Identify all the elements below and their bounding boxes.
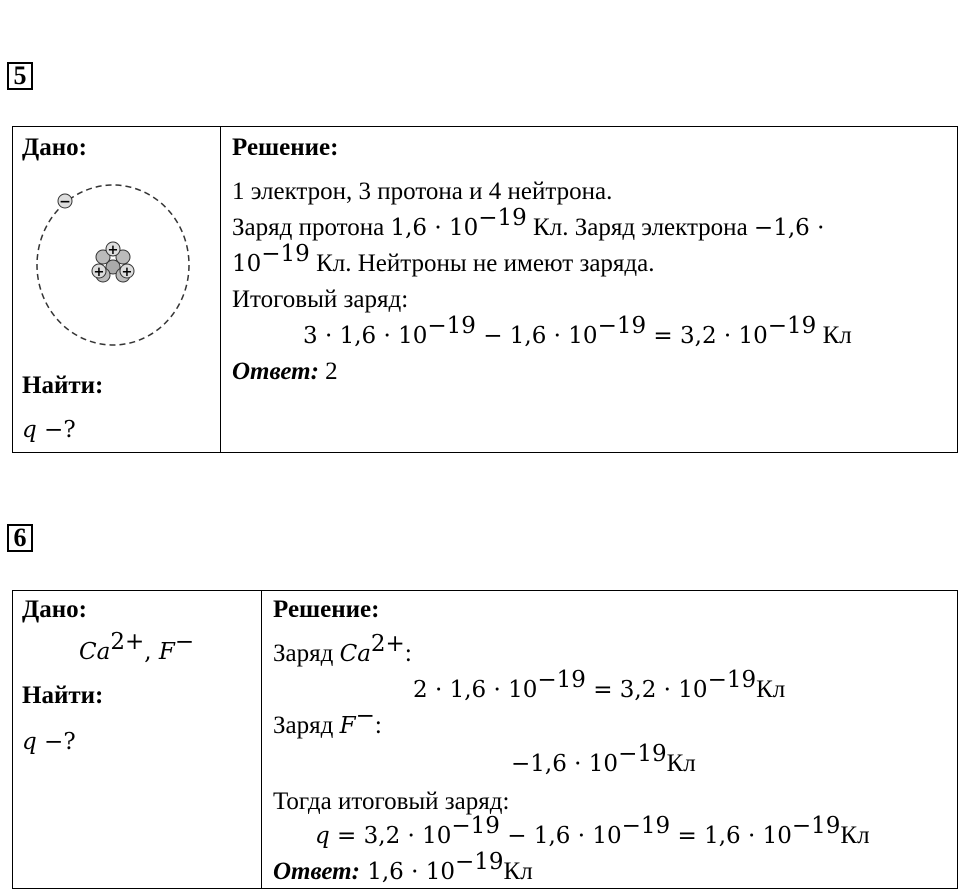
total-formula: $q = 3,2 \cdot 10^{-19} - 1,6 \cdot 10^{-19} = 1,6 \cdot 10^{-19}Кл$ xyxy=(315,813,870,849)
electron-sign: − xyxy=(59,194,71,210)
problem-6-table xyxy=(12,590,958,889)
given-ions: $Ca^{2+}$, F− xyxy=(79,629,195,665)
solution-line-2: Заряд протона $1,6 \cdot 10^{-19}$ Кл. Заряд электрона −1,6 · xyxy=(232,205,825,241)
find-question: q −? xyxy=(22,729,76,755)
column-divider xyxy=(220,127,221,452)
charge-ca-label: Заряд $Ca^{2+}$: xyxy=(273,631,412,667)
solution-line-4: Итоговый заряд: xyxy=(232,286,409,313)
problem-5-number: 5 xyxy=(7,62,33,90)
atom-diagram xyxy=(33,175,193,347)
solution-label: Решение: xyxy=(232,134,339,161)
proton-sign: + xyxy=(93,265,105,280)
find-label: Найти: xyxy=(22,372,104,399)
answer-line: Ответ: $1,6 \cdot 10^{-19}Кл$ xyxy=(273,849,533,885)
given-label: Дано: xyxy=(22,134,87,161)
solution-label: Решение: xyxy=(273,596,380,623)
column-divider xyxy=(261,591,262,888)
charge-f-label: Заряд F−: xyxy=(273,703,382,739)
proton-sign: + xyxy=(121,265,133,280)
solution-line-1: 1 электрон, 3 протона и 4 нейтрона. xyxy=(232,178,613,205)
total-label: Тогда итоговый заряд: xyxy=(273,788,510,815)
find-question: q −? xyxy=(22,417,76,443)
solution-formula: $3 \cdot 1,6 \cdot 10^{-19} - 1,6 \cdot 10^{-19} = 3,2 \cdot 10^{-19}$ Кл xyxy=(303,313,852,349)
charge-ca-formula: $2 \cdot 1,6 \cdot 10^{-19} = 3,2 \cdot 10^{-19}Кл$ xyxy=(413,667,786,703)
electron xyxy=(58,194,72,210)
problem-6-number: 6 xyxy=(7,524,33,552)
proton-sign: + xyxy=(107,243,119,258)
problem-5-table xyxy=(12,126,958,453)
answer-line: Ответ: 2 xyxy=(232,358,338,385)
nucleus xyxy=(92,242,134,282)
solution-line-3: $10^{-19}$ Кл. Нейтроны не имеют заряда. xyxy=(232,241,655,277)
charge-f-formula: $-1,6 \cdot 10^{-19}Кл$ xyxy=(511,741,696,777)
given-label: Дано: xyxy=(22,596,87,623)
find-label: Найти: xyxy=(22,682,104,709)
